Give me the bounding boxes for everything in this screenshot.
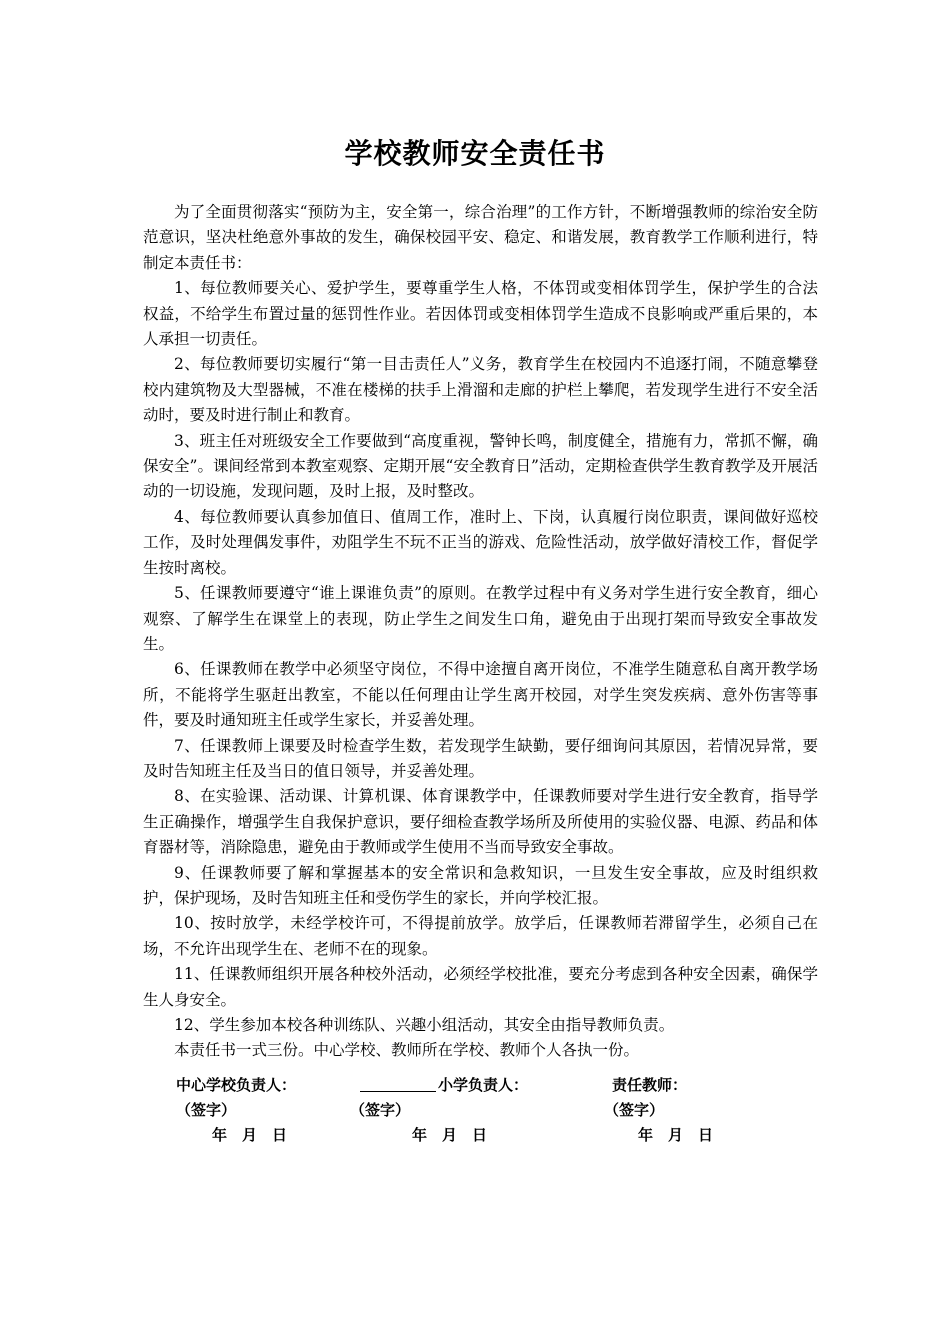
- clause-6: 6、任课教师在教学中必须坚守岗位，不得中途擅自离开岗位，不准学生随意私自离开教学场所，不能将学生驱赶出教室，不能以任何理由让学生离开校园，对学生突发疾病、意外伤害等事件，要及时通知班主任或学生家长，并妥善处理。: [143, 660, 818, 730]
- clause-7: 7、任课教师上课要及时检查学生数，若发现学生缺勤，要仔细询问其原因，若情况异常，要及时告知班主任及当日的值日领导，并妥善处理。: [143, 736, 818, 780]
- primary-school-sign-prompt: （签字）: [350, 1101, 411, 1119]
- primary-school-signer-label: 小学负责人：: [438, 1076, 529, 1094]
- primary-school-date: 年 月 日: [412, 1126, 488, 1144]
- clause-10: 10、按时放学，未经学校许可，不得提前放学。放学后，任课教师若滞留学生，必须自己在场，不允许出现学生在、老师不在的现象。: [143, 914, 818, 958]
- clause-1: 1、每位教师要关心、爱护学生，要尊重学生人格，不体罚或变相体罚学生，保护学生的合法权益，不给学生布置过量的惩罚性作业。若因体罚或变相体罚学生造成不良影响或严重后果的，本人承担一切责任。: [143, 279, 818, 349]
- teacher-sign-prompt: （签字）: [604, 1101, 665, 1119]
- teacher-signer-label: 责任教师：: [612, 1076, 688, 1094]
- center-school-date: 年 月 日: [212, 1126, 288, 1144]
- closing-paragraph: 本责任书一式三份。中心学校、教师所在学校、教师个人各执一份。: [174, 1041, 640, 1060]
- intro-paragraph: 为了全面贯彻落实“预防为主，安全第一，综合治理”的工作方针，不断增强教师的综治安全防范意识，坚决杜绝意外事故的发生，确保校园平安、稳定、和谐发展，教育教学工作顺利进行，特制定本责任书：: [143, 203, 818, 272]
- clause-3: 3、班主任对班级安全工作要做到“高度重视，警钟长鸣，制度健全，措施有力，常抓不懈，确保安全”。课间经常到本教室观察、定期开展“安全教育日”活动，定期检查供学生教育教学及开展活动的一切设施，发现问题，及时上报，及时整改。: [143, 431, 818, 501]
- teacher-date: 年 月 日: [638, 1126, 714, 1144]
- clause-2: 2、每位教师要切实履行“第一目击责任人”义务，教育学生在校园内不追逐打闹，不随意攀登校内建筑物及大型器械，不准在楼梯的扶手上滑溜和走廊的护栏上攀爬，若发现学生进行不安全活动时，要及时进行制止和教育。: [143, 355, 818, 425]
- document-body: [143, 200, 818, 1064]
- clause-4: 4、每位教师要认真参加值日、值周工作，准时上、下岗，认真履行岗位职责，课间做好巡校工作，及时处理偶发事件，劝阻学生不玩不正当的游戏、危险性活动，放学做好清校工作，督促学生按时离校。: [143, 507, 818, 577]
- clause-5: 5、任课教师要遵守“谁上课谁负责”的原则。在教学过程中有义务对学生进行安全教育，细心观察、了解学生在课堂上的表现，防止学生之间发生口角，避免由于出现打架而导致安全事故发生。: [143, 584, 818, 653]
- clause-12: 12、学生参加本校各种训练队、兴趣小组活动，其安全由指导教师负责。: [174, 1016, 675, 1034]
- clause-8: 8、在实验课、活动课、计算机课、体育课教学中，任课教师要对学生进行安全教育，指导学生正确操作，增强学生自我保护意识，要仔细检查教学场所及所使用的实验仪器、电源、药品和体育器材等，消除隐患，避免由于教师或学生使用不当而导致安全事故。: [143, 787, 818, 857]
- center-school-sign-prompt: （签字）: [176, 1101, 237, 1119]
- document-title: 学校教师安全责任书: [344, 137, 606, 170]
- clause-9: 9、任课教师要了解和掌握基本的安全常识和急救知识，一旦发生安全事故，应及时组织救护，保护现场，及时告知班主任和受伤学生的家长，并向学校汇报。: [143, 863, 818, 907]
- clause-11: 11、任课教师组织开展各种校外活动，必须经学校批准，要充分考虑到各种安全因素，确保学生人身安全。: [143, 965, 818, 1009]
- center-school-signer-label: 中心学校负责人：: [176, 1076, 297, 1094]
- signature-blank-line: [360, 1075, 436, 1092]
- primary-school-signer-line: [360, 1073, 528, 1098]
